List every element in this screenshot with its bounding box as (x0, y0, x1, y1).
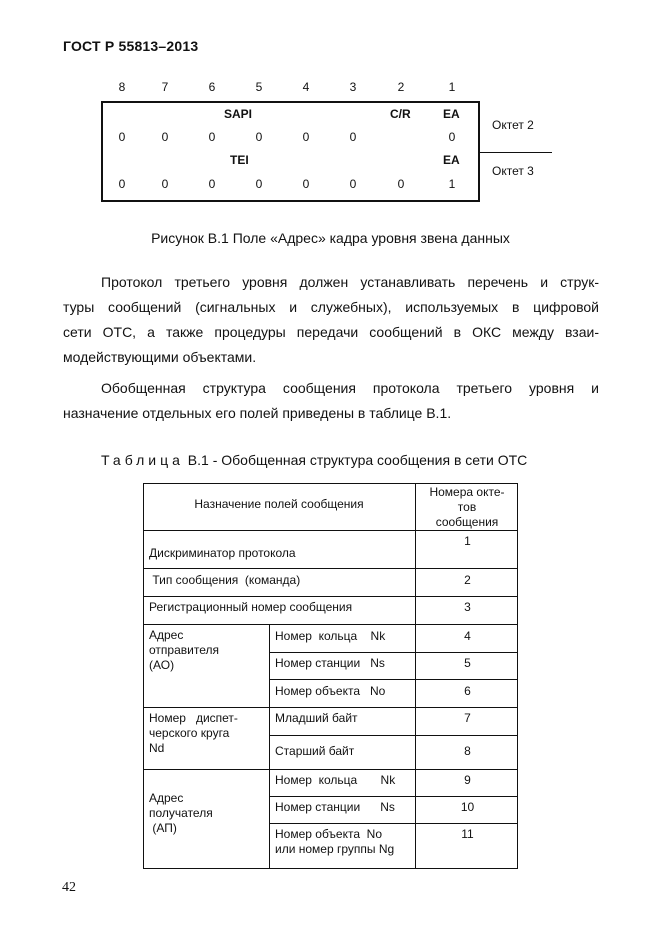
row-label: Номер кольца Nk (275, 629, 386, 643)
row-number: 5 (464, 656, 471, 670)
row-number: 1 (464, 534, 471, 548)
bit-value: 0 (302, 130, 310, 144)
row-label: Старший байт (275, 744, 355, 758)
bit-number: 3 (349, 80, 357, 94)
page-number: 42 (62, 880, 76, 895)
row-label: Номер станции Ns (275, 656, 385, 670)
row-label: Номер станции Ns (275, 800, 395, 814)
bit-number: 6 (208, 80, 216, 94)
row-number: 6 (464, 684, 471, 698)
row-label: Младший байт (275, 711, 358, 725)
row-label: Дискриминатор протокола (149, 546, 296, 560)
row-label: Тип сообщения (команда) (149, 573, 301, 587)
bit-number: 5 (255, 80, 263, 94)
row-label: Регистрационный номер сообщения (149, 600, 353, 614)
row-label: Номер объекта No (275, 684, 386, 698)
paragraph-line: Обобщенная структура сообщения протокола третьего уровня и (101, 380, 599, 396)
bit-value: 0 (208, 130, 216, 144)
table-title-text: В.1 - Обобщенная структура сообщения в сети ОТС (183, 452, 528, 468)
bit-number: 7 (161, 80, 169, 94)
ea-label: EA (443, 107, 460, 121)
group-label-recipient: Адрес получателя (АП) (149, 791, 213, 835)
bit-value: 0 (349, 130, 357, 144)
column-header-field: Назначение полей сообщения (194, 497, 364, 511)
figure-caption: Рисунок В.1 Поле «Адрес» кадра уровня звена данных (151, 230, 510, 246)
column-header-octets: Номера окте- тов сообщения (429, 485, 505, 529)
paragraph-1 (63, 270, 599, 370)
paragraph-line: модействующими объектами. (63, 349, 257, 365)
tei-label: TEI (230, 153, 249, 167)
row-number: 8 (464, 744, 471, 758)
bit-number: 1 (448, 80, 456, 94)
row-number: 10 (460, 800, 475, 814)
ea-label: EA (443, 153, 460, 167)
octet-divider (480, 152, 552, 153)
paragraph-line: сети ОТС, а также процедуры передачи сообщений в ОКС между взаи- (63, 324, 599, 340)
cr-label: C/R (390, 107, 411, 121)
table-title-prefix: Таблица (101, 452, 184, 468)
bit-value: 0 (349, 177, 357, 191)
bit-value: 0 (161, 130, 169, 144)
bit-value: 0 (161, 177, 169, 191)
row-number: 11 (461, 827, 474, 841)
bit-number: 2 (397, 80, 405, 94)
bit-number: 8 (118, 80, 126, 94)
row-number: 2 (464, 573, 471, 587)
bit-value: 0 (208, 177, 216, 191)
bit-number: 4 (302, 80, 310, 94)
bit-value: 0 (255, 177, 263, 191)
bit-value: 0 (255, 130, 263, 144)
group-label-sender: Адрес отправителя (АО) (149, 628, 219, 672)
octet-label: Октет 2 (492, 118, 534, 132)
row-number: 7 (464, 711, 471, 725)
message-structure-table (143, 483, 518, 869)
paragraph-line: туры сообщений (сигнальных и служебных), используемых в цифровой (63, 299, 599, 315)
paragraph-2 (63, 376, 599, 426)
octet-label: Октет 3 (492, 164, 534, 178)
group-label-dispatch: Номер диспет- черского круга Nd (149, 711, 238, 755)
row-label: Номер кольца Nk (275, 773, 396, 787)
sapi-label: SAPI (224, 107, 253, 121)
bit-value: 1 (448, 177, 456, 191)
bit-value: 0 (397, 177, 405, 191)
row-label: Номер объекта No или номер группы Ng (275, 827, 395, 856)
paragraph-line: назначение отдельных его полей приведены в таблице В.1. (63, 405, 452, 421)
bit-value: 0 (118, 130, 126, 144)
ea-bit-value: 0 (448, 130, 456, 144)
row-number: 9 (464, 773, 471, 787)
row-number: 3 (464, 600, 471, 614)
table-title (101, 452, 527, 468)
document-header: ГОСТ Р 55813–2013 (63, 38, 199, 54)
bit-value: 0 (302, 177, 310, 191)
row-number: 4 (464, 629, 471, 643)
bit-value: 0 (118, 177, 126, 191)
paragraph-line: Протокол третьего уровня должен устанавливать перечень и струк- (101, 274, 599, 290)
